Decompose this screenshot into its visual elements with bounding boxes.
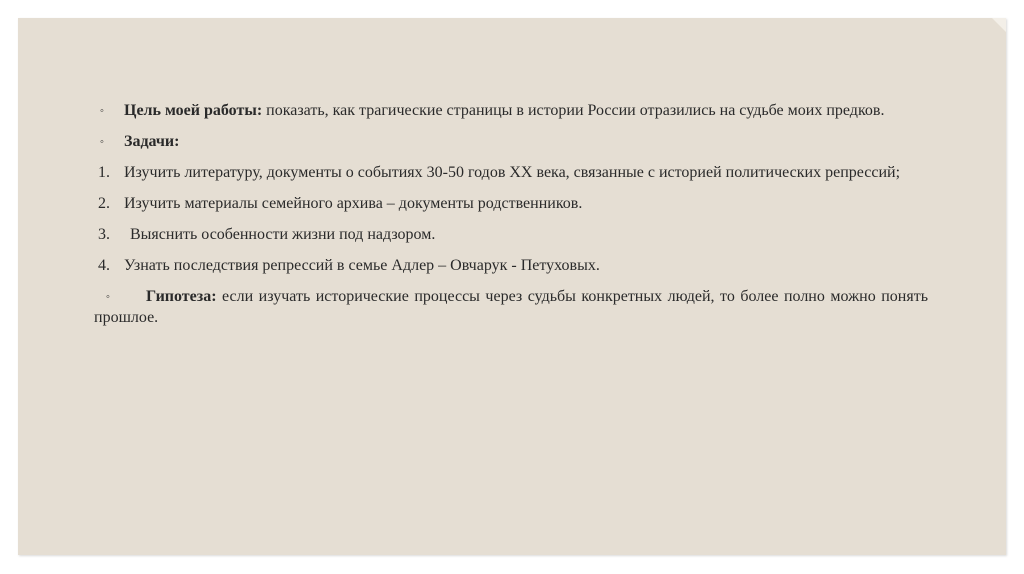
task-text: Узнать последствия репрессий в семье Адлер – Овчарук - Петуховых.	[124, 257, 600, 274]
goal-label: Цель моей работы:	[124, 102, 263, 119]
page-corner-fold	[992, 18, 1006, 32]
task-number: 2.	[98, 195, 110, 212]
bullet-marker: ◦	[100, 105, 104, 117]
hypothesis-label: Гипотеза:	[146, 288, 217, 305]
tasks-header	[94, 131, 928, 152]
task-text: Изучить материалы семейного архива – документы родственников.	[124, 195, 583, 212]
task-item-4	[94, 255, 928, 276]
bullet-marker: ◦	[100, 136, 104, 148]
goal-text: показать, как трагические страницы в истории России отразились на судьбе моих предков.	[262, 102, 885, 119]
task-item-3	[94, 224, 928, 245]
slide-body	[94, 100, 928, 338]
hypothesis-text: если изучать исторические процессы через судьбы конкретных людей, то более полно можно понять прошлое.	[94, 288, 928, 326]
tasks-label: Задачи:	[124, 133, 180, 150]
task-item-2	[94, 193, 928, 214]
task-number: 3.	[98, 226, 110, 243]
task-text: Изучить литературу, документы о событиях 30-50 годов XX века, связанные с историей политических репрессий;	[124, 164, 901, 181]
slide	[18, 18, 1006, 555]
task-number: 4.	[98, 257, 110, 274]
hypothesis-paragraph	[94, 286, 928, 328]
task-number: 1.	[98, 164, 110, 181]
goal-paragraph	[94, 100, 928, 121]
task-item-1	[94, 162, 928, 183]
bullet-marker: ◦	[106, 291, 110, 303]
task-text: Выяснить особенности жизни под надзором.	[130, 226, 436, 243]
